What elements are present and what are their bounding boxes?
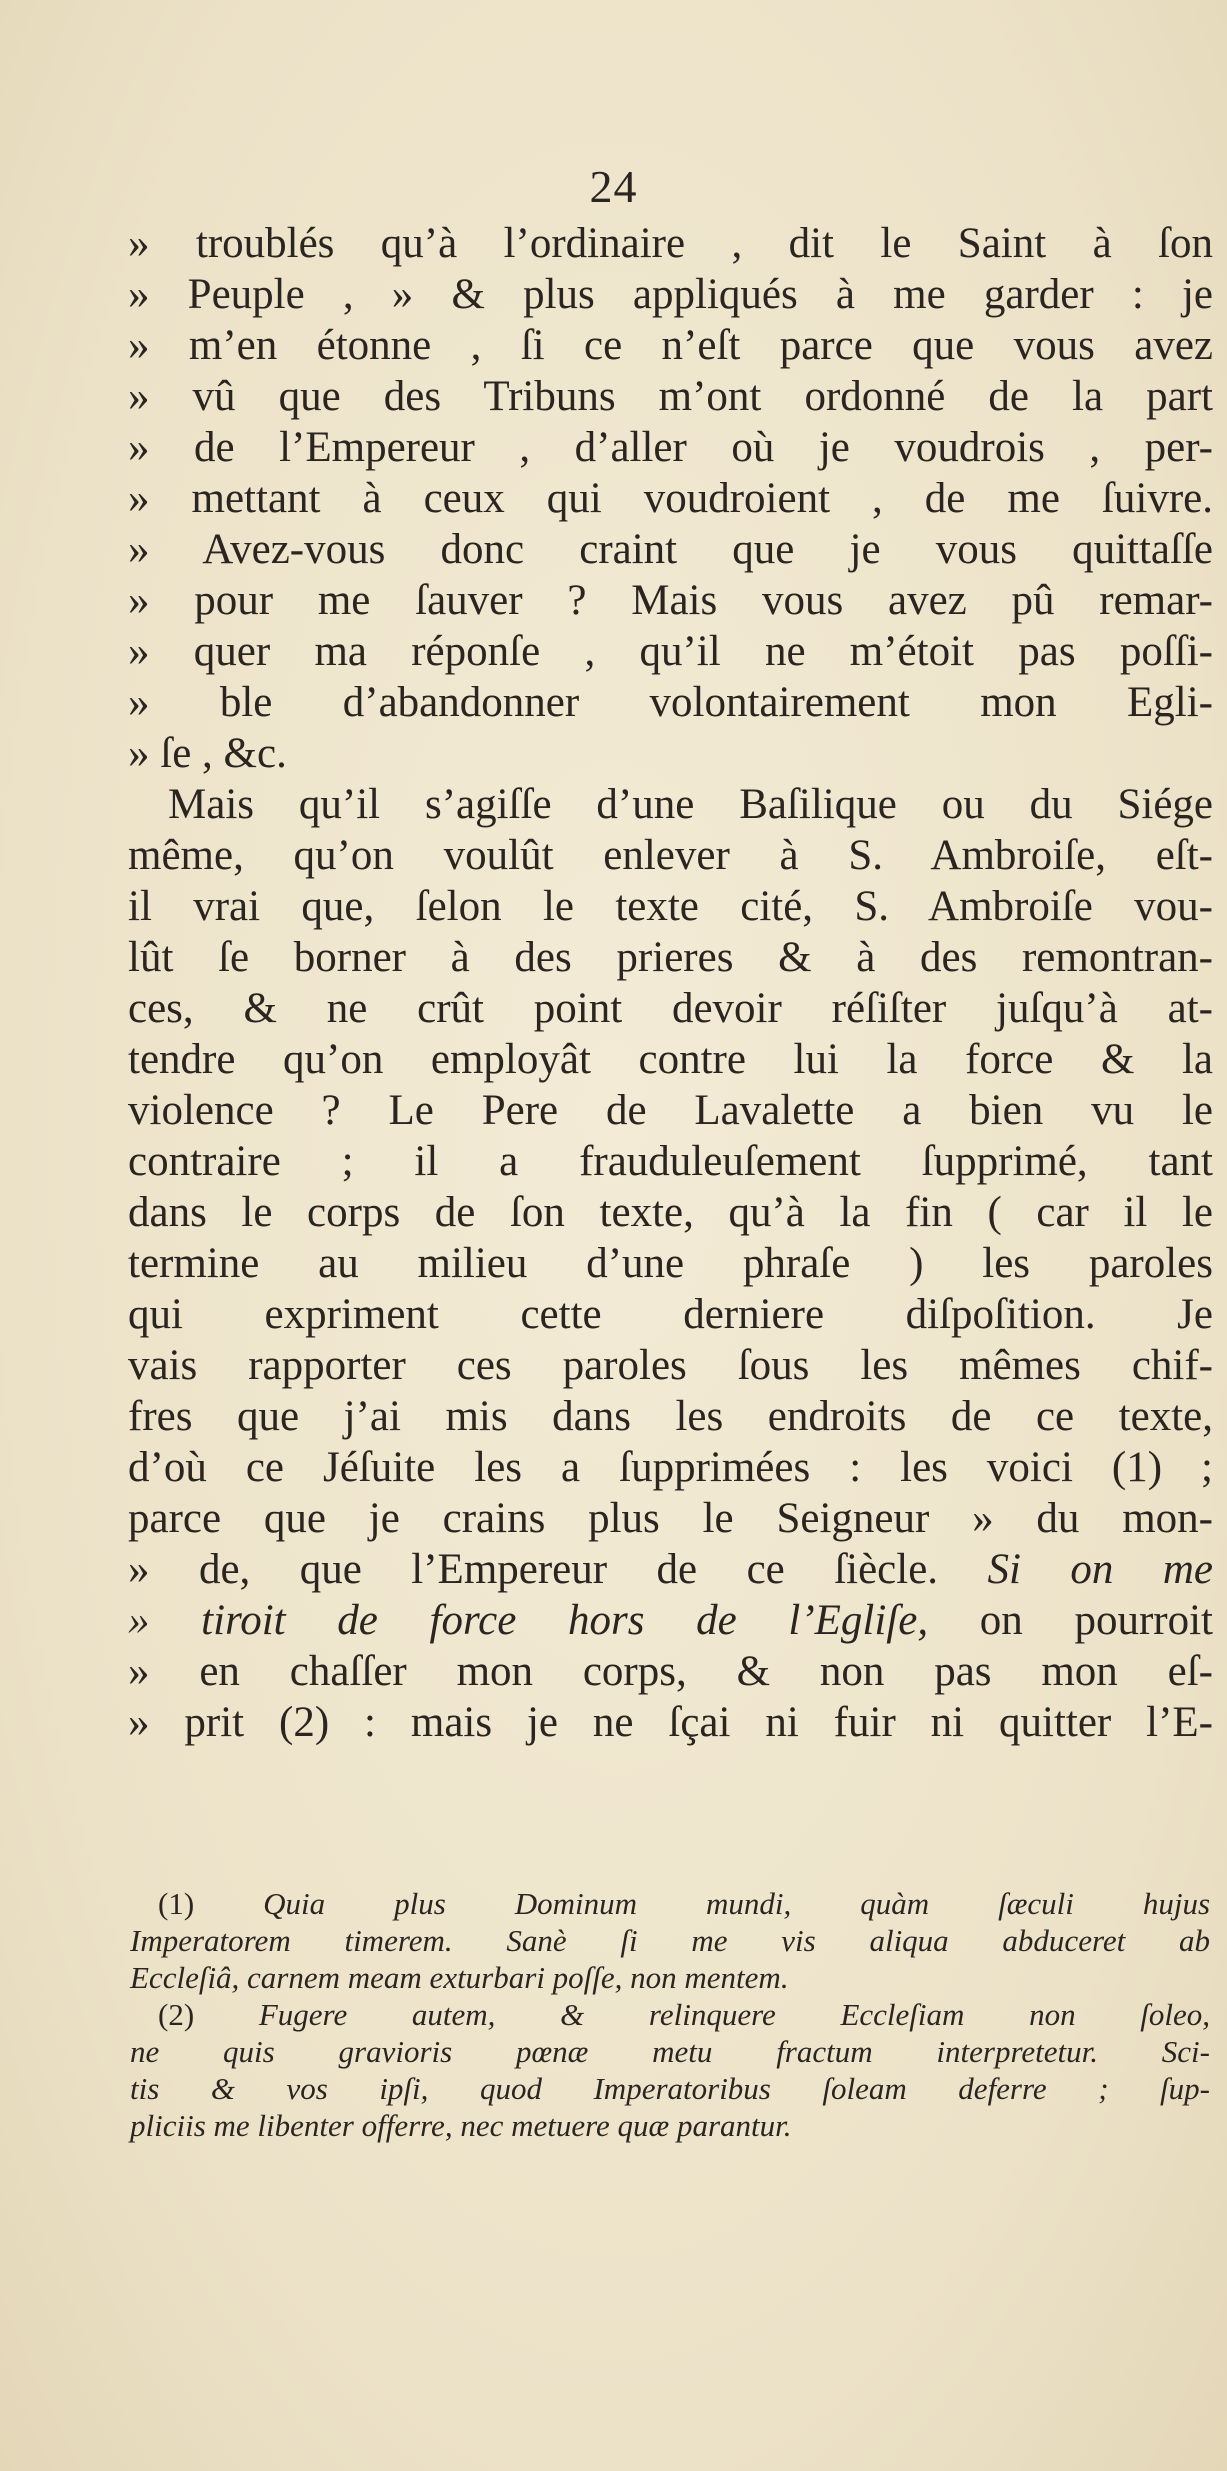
text-line: violence ? Le Pere de Lavalette a bien vu le [128, 1087, 1213, 1134]
italic-span: Si on me [987, 1546, 1214, 1593]
footnote-marker: (1) [158, 1886, 195, 1921]
text-line: » de l’Empereur , d’aller où je voudrois , per- [128, 424, 1213, 471]
text-line: il vrai que, ſelon le texte cité, S. Ambroiſe vou- [128, 883, 1213, 930]
text-span: » de, que l’Empereur de ce ſiècle. [128, 1546, 939, 1593]
footnote-2-line: pliciis me libenter offerre, nec metuere quæ parantur. [130, 2108, 792, 2143]
text-line: » prit (2) : mais je ne ſçai ni fuir ni quitter l’E- [128, 1699, 1213, 1746]
text-line-mixed [128, 1544, 1213, 1595]
text-line: termine au milieu d’une phraſe ) les paroles [128, 1240, 1213, 1287]
text-line: » pour me ſauver ? Mais vous avez pû remar- [128, 577, 1213, 624]
footnote-text: Quia plus Dominum mundi, quàm ſæculi hujus [263, 1886, 1211, 1921]
body-text [128, 218, 1213, 1748]
text-line: contraire ; il a frauduleuſement ſupprimé, tant [128, 1138, 1213, 1185]
text-line: ces, & ne crût point devoir réſiſter juſqu’à at- [128, 985, 1213, 1032]
italic-span: » tiroit de force hors de l’Egliſe, [128, 1597, 929, 1644]
text-line: » Peuple , » & plus appliqués à me garder : je [128, 271, 1213, 318]
footnote-2-line: ne quis gravioris pœnæ metu fractum interpretetur. Sci- [130, 2034, 1210, 2069]
footnote-text: Fugere autem, & relinquere Eccleſiam non ſoleo, [258, 1997, 1211, 2032]
text-line: » Avez-vous donc craint que je vous quittaſſe [128, 526, 1213, 573]
text-line: parce que je crains plus le Seigneur » du mon- [128, 1495, 1213, 1542]
text-line: » m’en étonne , ſi ce n’eſt parce que vous avez [128, 322, 1213, 369]
text-span: on pourroit [979, 1597, 1214, 1644]
text-line: » vû que des Tribuns m’ont ordonné de la part [128, 373, 1213, 420]
footnote-1-line [130, 1885, 1210, 1922]
text-line: tendre qu’on employât contre lui la force & la [128, 1036, 1213, 1083]
footnote-1-line: Eccleſiâ, carnem meam exturbari poſſe, non mentem. [130, 1960, 789, 1995]
text-line: » ble d’abandonner volontairement mon Egli- [128, 679, 1213, 726]
footnotes [130, 1885, 1210, 2144]
text-line: Mais qu’il s’agiſſe d’une Baſilique ou du Siége [168, 781, 1213, 828]
text-line: » ſe , &c. [128, 730, 287, 777]
footnote-2-line: tis & vos ipſi, quod Imperatoribus ſoleam deferre ; ſup- [130, 2071, 1210, 2106]
text-line: d’où ce Jéſuite les a ſupprimées : les voici (1) ; [128, 1444, 1213, 1491]
text-line: lût ſe borner à des prieres & à des remontran- [128, 934, 1213, 981]
text-line: vais rapporter ces paroles ſous les mêmes chif- [128, 1342, 1213, 1389]
page-number: 24 [589, 161, 638, 212]
text-line: qui expriment cette derniere diſpoſition. Je [128, 1291, 1213, 1338]
text-line: » mettant à ceux qui voudroient , de me ſuivre. [128, 475, 1213, 522]
text-line: fres que j’ai mis dans les endroits de ce texte, [128, 1393, 1213, 1440]
footnote-2-line [130, 1996, 1210, 2033]
footnote-1-line: Imperatorem timerem. Sanè ſi me vis aliqua abduceret ab [130, 1923, 1210, 1958]
text-line: » quer ma réponſe , qu’il ne m’étoit pas poſſi- [128, 628, 1213, 675]
text-line: dans le corps de ſon texte, qu’à la fin ( car il le [128, 1189, 1213, 1236]
text-line-mixed [128, 1595, 1213, 1646]
footnote-marker: (2) [158, 1997, 195, 2032]
text-line: » troublés qu’à l’ordinaire , dit le Saint à ſon [128, 220, 1213, 267]
text-line: même, qu’on voulût enlever à S. Ambroiſe, eſt- [128, 832, 1213, 879]
text-line: » en chaſſer mon corps, & non pas mon eſ- [128, 1648, 1213, 1695]
